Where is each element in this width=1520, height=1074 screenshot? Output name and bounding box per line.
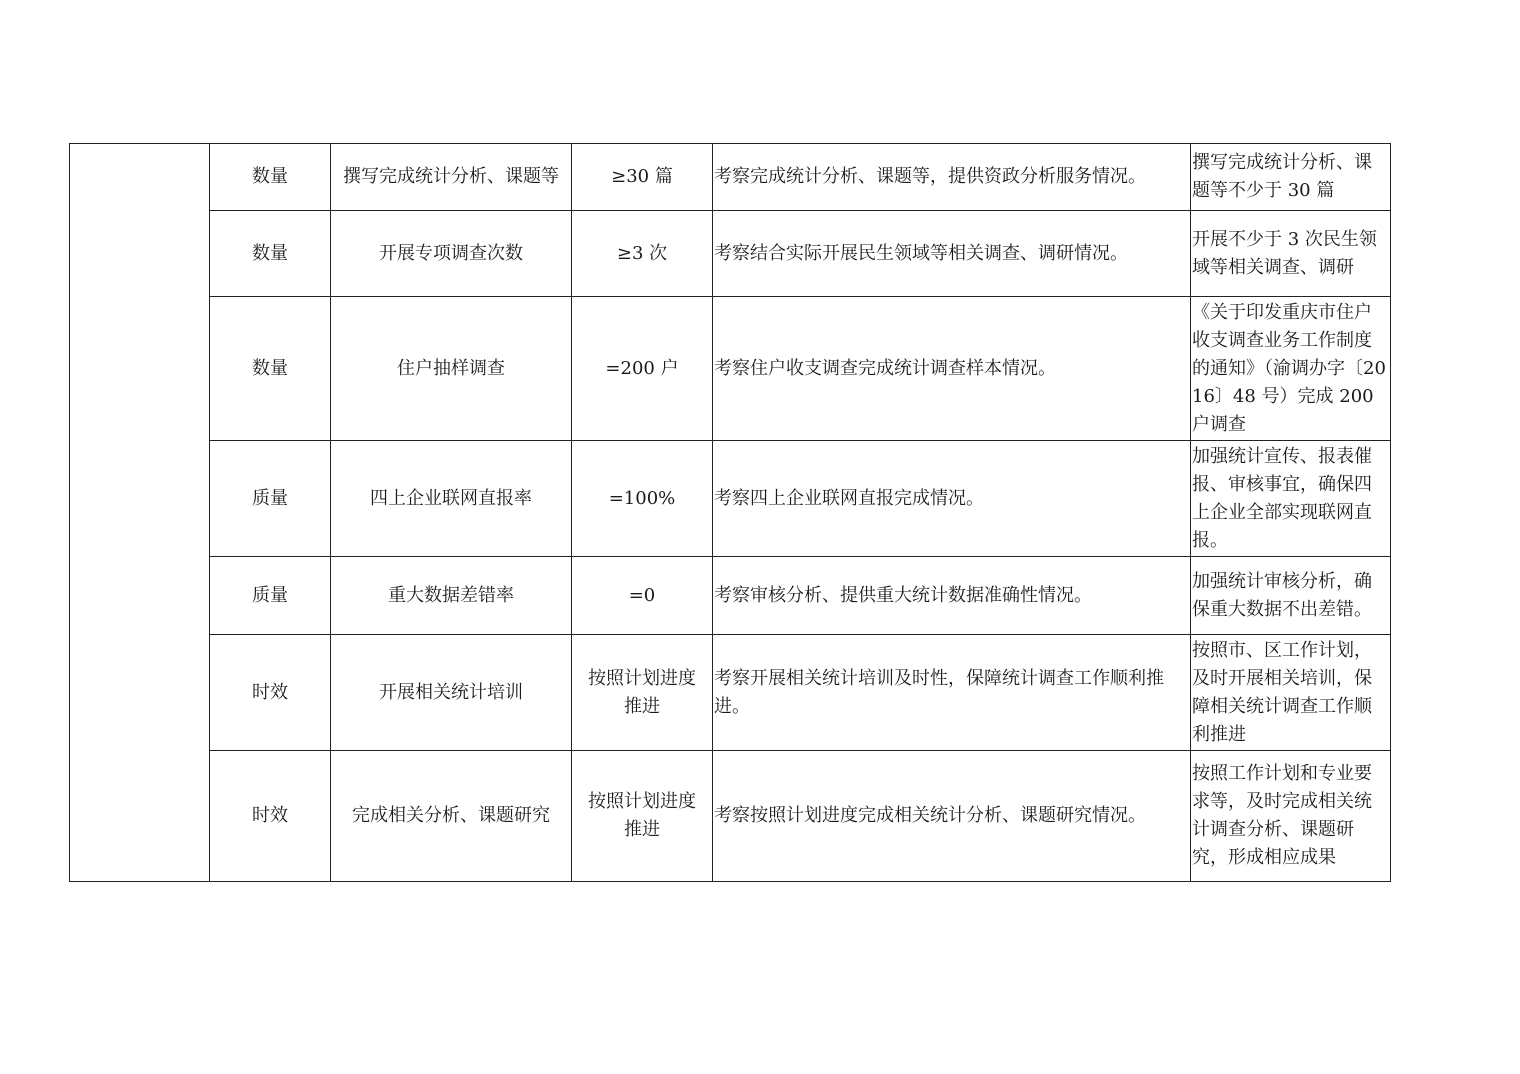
category-cell: 时效 bbox=[210, 635, 331, 751]
table-row bbox=[70, 441, 1391, 557]
standard-cell: 《关于印发重庆市住户收支调查业务工作制度的通知》（渝调办字〔2016〕48 号）完成 200 户调查 bbox=[1191, 297, 1391, 441]
target-cell: =100% bbox=[572, 441, 713, 557]
performance-indicator-table bbox=[69, 143, 1391, 882]
standard-cell: 按照市、区工作计划，及时开展相关培训，保障相关统计调查工作顺利推进 bbox=[1191, 635, 1391, 751]
description-cell: 考察开展相关统计培训及时性，保障统计调查工作顺利推进。 bbox=[713, 635, 1191, 751]
description-cell: 考察完成统计分析、课题等，提供资政分析服务情况。 bbox=[713, 144, 1191, 211]
merged-blank-cell bbox=[70, 144, 210, 882]
target-cell: =0 bbox=[572, 557, 713, 635]
standard-cell: 加强统计审核分析，确保重大数据不出差错。 bbox=[1191, 557, 1391, 635]
indicator-cell: 撰写完成统计分析、课题等 bbox=[331, 144, 572, 211]
target-cell: ≥3 次 bbox=[572, 211, 713, 297]
table-row bbox=[70, 211, 1391, 297]
category-cell: 质量 bbox=[210, 441, 331, 557]
description-cell: 考察四上企业联网直报完成情况。 bbox=[713, 441, 1191, 557]
category-cell: 时效 bbox=[210, 751, 331, 882]
table-row bbox=[70, 751, 1391, 882]
description-cell: 考察按照计划进度完成相关统计分析、课题研究情况。 bbox=[713, 751, 1191, 882]
description-cell: 考察结合实际开展民生领域等相关调查、调研情况。 bbox=[713, 211, 1191, 297]
indicator-cell: 完成相关分析、课题研究 bbox=[331, 751, 572, 882]
standard-cell: 按照工作计划和专业要求等，及时完成相关统计调查分析、课题研究，形成相应成果 bbox=[1191, 751, 1391, 882]
description-cell: 考察审核分析、提供重大统计数据准确性情况。 bbox=[713, 557, 1191, 635]
category-cell: 质量 bbox=[210, 557, 331, 635]
table-row bbox=[70, 557, 1391, 635]
category-cell: 数量 bbox=[210, 144, 331, 211]
indicator-cell: 开展相关统计培训 bbox=[331, 635, 572, 751]
target-cell: =200 户 bbox=[572, 297, 713, 441]
indicator-cell: 重大数据差错率 bbox=[331, 557, 572, 635]
category-cell: 数量 bbox=[210, 211, 331, 297]
standard-cell: 加强统计宣传、报表催报、审核事宜，确保四上企业全部实现联网直报。 bbox=[1191, 441, 1391, 557]
table-row bbox=[70, 297, 1391, 441]
indicator-cell: 住户抽样调查 bbox=[331, 297, 572, 441]
standard-cell: 撰写完成统计分析、课题等不少于 30 篇 bbox=[1191, 144, 1391, 211]
target-cell: 按照计划进度推进 bbox=[572, 751, 713, 882]
target-cell: 按照计划进度推进 bbox=[572, 635, 713, 751]
indicator-cell: 开展专项调查次数 bbox=[331, 211, 572, 297]
category-cell: 数量 bbox=[210, 297, 331, 441]
description-cell: 考察住户收支调查完成统计调查样本情况。 bbox=[713, 297, 1191, 441]
table-row bbox=[70, 144, 1391, 211]
standard-cell: 开展不少于 3 次民生领域等相关调查、调研 bbox=[1191, 211, 1391, 297]
table-row bbox=[70, 635, 1391, 751]
target-cell: ≥30 篇 bbox=[572, 144, 713, 211]
indicator-cell: 四上企业联网直报率 bbox=[331, 441, 572, 557]
